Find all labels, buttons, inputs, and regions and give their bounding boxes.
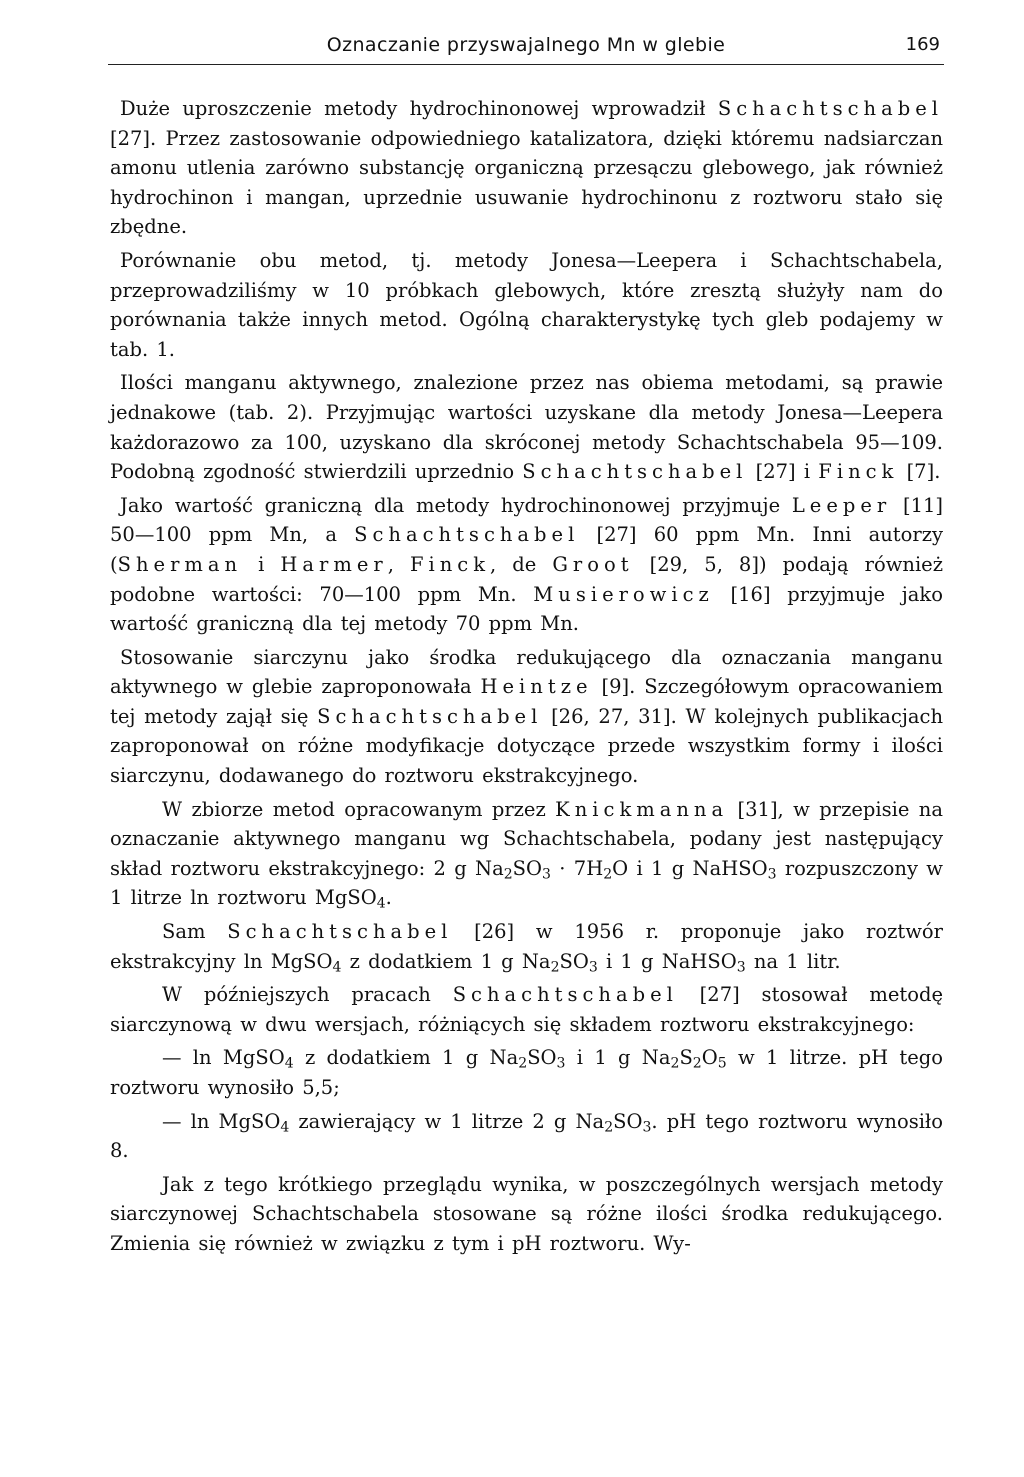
subscript: 5	[717, 1055, 727, 1072]
text-run: SO	[527, 1046, 557, 1070]
author-name: Schachtschabel	[522, 460, 748, 484]
subscript: 2	[503, 866, 513, 883]
text-run: [29, 5, 8]) podają również podobne wartości: 70—100 ppm Mn.	[110, 552, 943, 606]
paragraph-2: Porównanie obu metod, tj. metody Jonesa—Leepera i Schachtschabela, przeprowadziliśmy w 10 próbkach glebowych, które zresztą służyły nam do porównania także innych metod. Ogólną charakterystykę tych gleb podajemy w tab. 1.	[110, 248, 943, 361]
text-run: SO	[512, 856, 543, 880]
page-number: 169	[905, 34, 940, 55]
paragraph-7	[110, 917, 943, 976]
author-name: Schachtschabel	[452, 983, 678, 1007]
author-name: Leeper	[791, 493, 892, 517]
text-run: Duże uproszczenie metody hydrochinonowej wprowadził	[120, 97, 718, 120]
subscript: 2	[670, 1055, 680, 1072]
running-header	[108, 30, 944, 65]
text-run: rozpuszczony w 1 litrze ln roztworu MgSO	[110, 856, 944, 910]
text-run: SO	[613, 1109, 643, 1133]
author-name: Heintze	[480, 675, 593, 699]
list-item-2	[110, 1107, 943, 1166]
running-title: Oznaczanie przyswajalnego Mn w glebie	[326, 34, 726, 56]
subscript: 2	[550, 959, 560, 976]
subscript: 3	[767, 866, 777, 883]
text-run: w 1 litrze. pH tego roztworu wynosiło 5,5;	[110, 1046, 943, 1099]
author-name: Musierowicz	[533, 582, 714, 606]
text-run: [27]. Przez zastosowanie odpowiedniego katalizatora, dzięki któremu nadsiarczan amonu utlenia zarówno substancję organiczną przesączu glebowego, jak również hydrochinon i mangan, uprzednie usuwanie hydrochinonu z roztworu stało się zbędne.	[110, 126, 943, 239]
text-run: SO	[559, 949, 589, 973]
text-run: W późniejszych pracach	[162, 983, 453, 1007]
author-name: Sherman	[117, 552, 243, 576]
subscript: 3	[556, 1055, 566, 1072]
text-run: , de	[490, 552, 553, 576]
text-run: Sam	[162, 920, 228, 944]
author-name: Finck	[409, 552, 491, 576]
author-name: Knickmanna	[555, 797, 729, 821]
subscript: 4	[376, 895, 386, 912]
text-run: i	[242, 552, 281, 576]
text-run: [27] stosował metodę siarczynową w dwu wersjach, różniących się składem roztworu ekstrakcyjnego:	[110, 983, 943, 1036]
text-run: . pH tego roztworu wynosiło 8.	[110, 1109, 943, 1163]
list-item-1	[110, 1043, 943, 1102]
subscript: 3	[642, 1119, 652, 1136]
author-name: Schachtschabel	[227, 920, 453, 944]
text-run: [31], w przepisie na oznaczanie aktywnego manganu wg Schachtschabela, podany jest następujący skład roztworu ekstrakcyjnego: 2 g Na	[110, 797, 943, 880]
text-run: na 1 litr.	[745, 949, 841, 973]
text-run: Ilości manganu aktywnego, znalezione przez nas obiema metodami, są prawie jednakowe (tab. 2). Przyjmując wartości uzyskane dla metody Jonesa—Leepera każdorazowo za 100, uzyskano dla skróconej metody Schachtschabela 95—109. Podobną zgodność stwierdzili uprzednio	[110, 371, 943, 484]
subscript: 2	[518, 1055, 528, 1072]
text-run: Jako wartość graniczną dla metody hydrochinonowej przyjmuje	[120, 493, 792, 517]
author-name: Schachtschabel	[354, 523, 580, 547]
subscript: 2	[604, 1119, 614, 1136]
paragraph-5	[110, 643, 943, 791]
text-run: S	[679, 1046, 693, 1070]
author-name: Harmer	[280, 552, 388, 576]
subscript: 3	[588, 959, 598, 976]
paragraph-4	[110, 491, 943, 639]
text-run: — ln MgSO	[162, 1109, 281, 1133]
text-run: [26, 27, 31]. W kolejnych publikacjach zaproponował on różne modyfikacje dotyczące przede wszystkim formy i ilości siarczynu, dodawanego do roztworu ekstrakcyjnego.	[110, 704, 944, 788]
text-run: zawierający w 1 litrze 2 g Na	[289, 1109, 605, 1133]
text-run: z dodatkiem 1 g Na	[341, 949, 551, 973]
text-run: [27] i	[747, 460, 819, 484]
paragraph-6	[110, 795, 943, 913]
subscript: 3	[542, 866, 551, 883]
text-run: Stosowanie siarczynu jako środka redukującego dla oznaczania manganu aktywnego w glebie zaproponowała	[110, 645, 943, 699]
text-run: [11] 50—100 ppm Mn, a	[110, 493, 944, 547]
paragraph-8	[110, 980, 943, 1039]
body-text	[110, 94, 943, 1263]
text-run: [27] 60 ppm Mn. Inni autorzy (	[110, 523, 943, 576]
author-name: Schachtschabel	[317, 704, 543, 728]
subscript: 2	[603, 866, 613, 883]
subscript: 3	[736, 959, 746, 976]
text-run: O	[701, 1046, 718, 1070]
subscript: 2	[692, 1055, 702, 1072]
text-run: [7].	[898, 460, 941, 484]
author-name: Finck	[818, 460, 899, 484]
paragraph-11: Jak z tego krótkiego przeglądu wynika, w poszczególnych wersjach metody siarczynowej Schachtschabela stosowane są różne ilości środka redukującego. Zmienia się również w związku z tym i pH roztworu. Wy-	[110, 1172, 943, 1255]
text-run: z dodatkiem 1 g Na	[293, 1046, 519, 1070]
text-run: i 1 g NaHSO	[597, 949, 737, 973]
text-run: [16] przyjmuje jako wartość graniczną dla tej metody 70 ppm Mn.	[110, 582, 943, 636]
author-name: Schachtschabel	[717, 97, 943, 120]
text-run: i 1 g Na	[565, 1046, 671, 1070]
subscript: 4	[332, 959, 342, 976]
text-run: [9]. Szczegółowym opracowaniem tej metody zajął się	[110, 675, 943, 728]
author-name: Groot	[552, 552, 634, 576]
text-run: — ln MgSO	[162, 1046, 285, 1070]
text-run: [26] w 1956 r. proponuje jako roztwór ekstrakcyjny ln MgSO	[110, 920, 943, 973]
subscript: 4	[284, 1055, 294, 1072]
text-run: W zbiorze metod opracowanym przez	[162, 797, 556, 821]
paragraph-3	[110, 368, 943, 486]
text-run: O i 1 g NaHSO	[612, 856, 768, 880]
paragraph-1	[110, 94, 943, 242]
subscript: 4	[280, 1119, 290, 1136]
text-run: · 7H	[550, 856, 604, 880]
text-run: .	[385, 886, 392, 910]
text-run: ,	[387, 552, 410, 576]
